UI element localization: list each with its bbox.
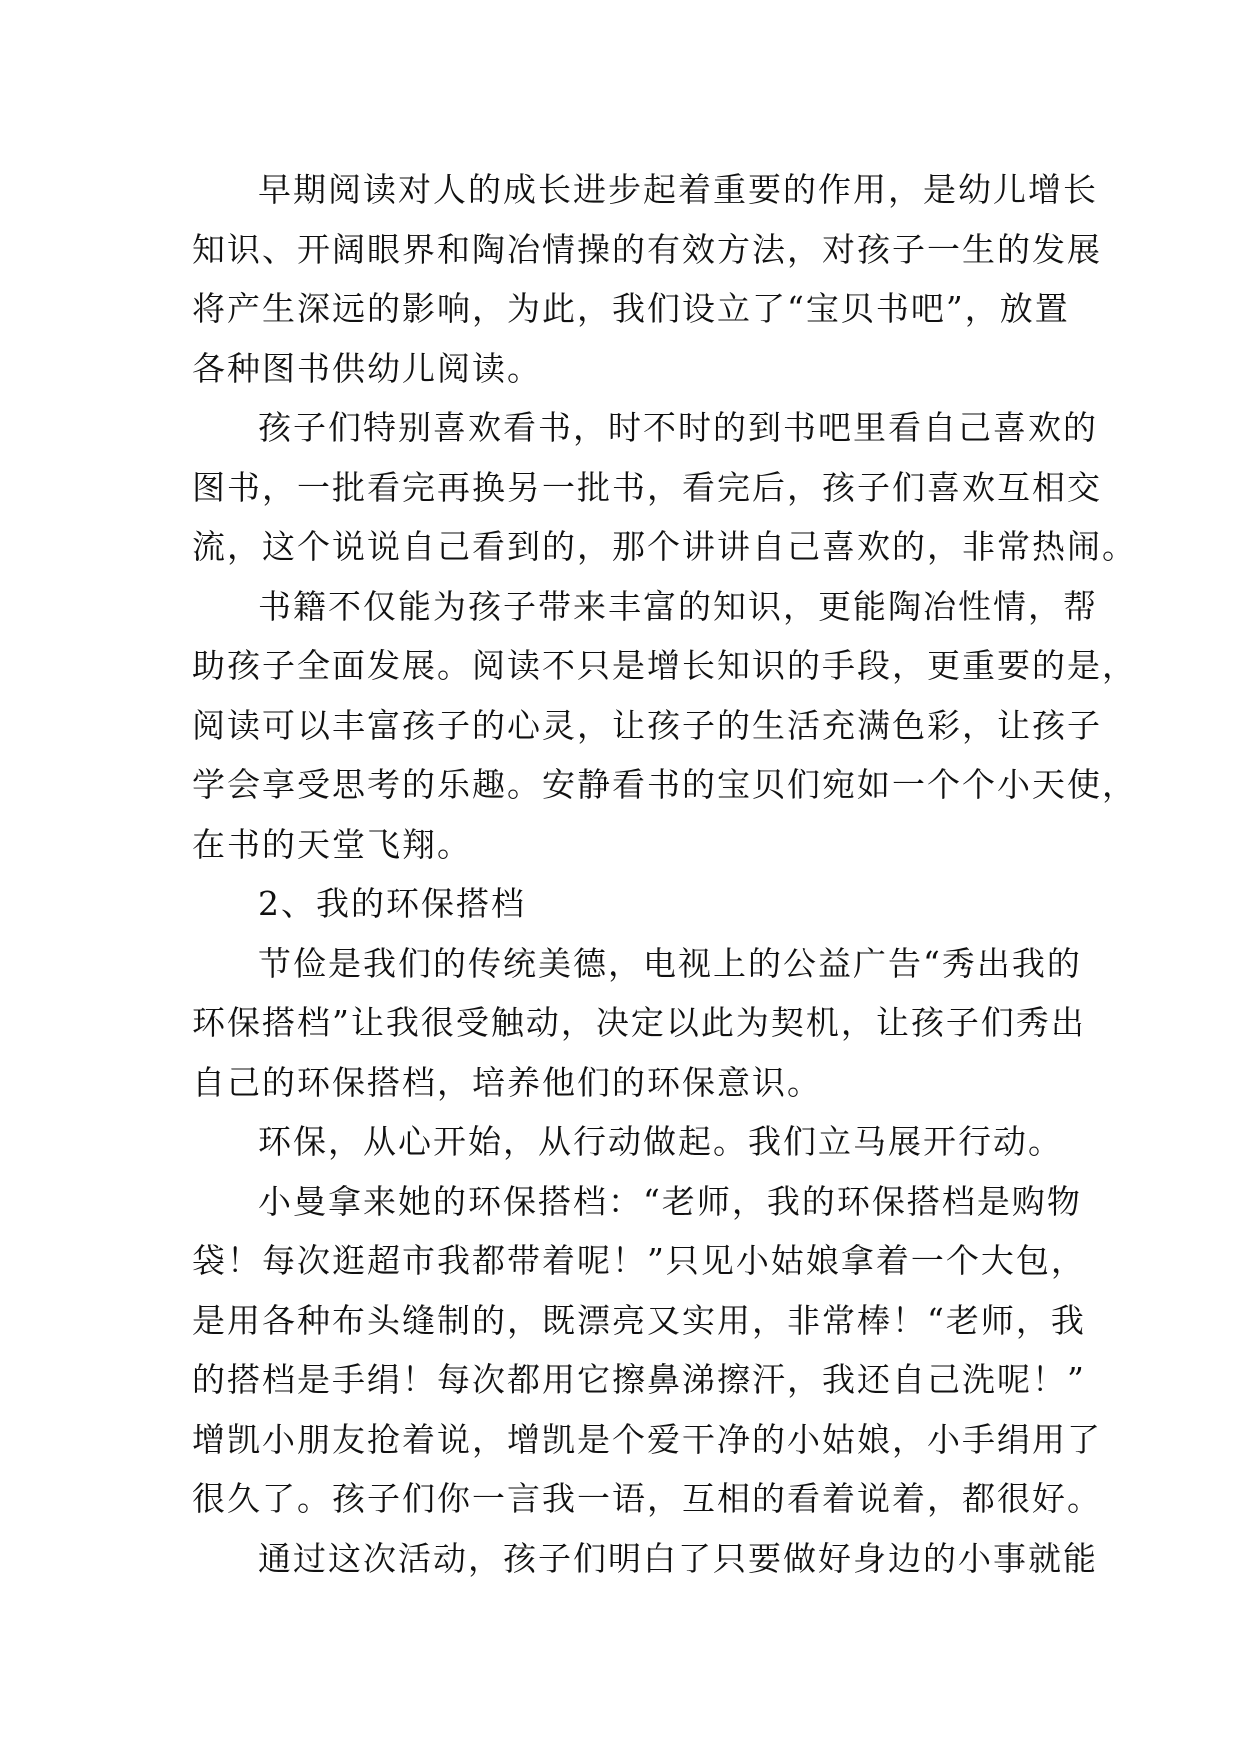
text-line: 袋！每次逛超市我都带着呢！”只见小姑娘拿着一个大包， bbox=[192, 1241, 1086, 1280]
text-line: 增凯小朋友抢着说，增凯是个爱干净的小姑娘，小手绢用了 bbox=[192, 1419, 1102, 1459]
text-line: 图书，一批看完再换另一批书，看完后，孩子们喜欢互相交 bbox=[192, 467, 1102, 507]
text-line: 小曼拿来她的环保搭档：“老师，我的环保搭档是购物 bbox=[258, 1181, 1082, 1221]
text-line: 在书的天堂飞翔。 bbox=[192, 824, 472, 864]
text-line: 知识、开阔眼界和陶冶情操的有效方法，对孩子一生的发展 bbox=[192, 229, 1102, 269]
text-line: 书籍不仅能为孩子带来丰富的知识，更能陶冶性情，帮 bbox=[258, 586, 1098, 626]
text-line: 将产生深远的影响，为此，我们设立了“宝贝书吧”，放置 bbox=[192, 289, 1070, 328]
text-line: 自己的环保搭档，培养他们的环保意识。 bbox=[192, 1062, 822, 1102]
text-line: 很久了。孩子们你一言我一语，互相的看着说着，都很好。 bbox=[192, 1479, 1102, 1518]
text-line: 早期阅读对人的成长进步起着重要的作用，是幼儿增长 bbox=[258, 170, 1098, 209]
text-line: 孩子们特别喜欢看书，时不时的到书吧里看自己喜欢的 bbox=[258, 408, 1098, 447]
text-line: 环保，从心开始，从行动做起。我们立马展开行动。 bbox=[258, 1122, 1063, 1161]
text-line: 的搭档是手绢！每次都用它擦鼻涕擦汗，我还自己洗呢！” bbox=[192, 1360, 1086, 1399]
text-line: 环保搭档”让我很受触动，决定以此为契机，让孩子们秀出 bbox=[192, 1003, 1086, 1042]
text-line: 节俭是我们的传统美德，电视上的公益广告“秀出我的 bbox=[258, 943, 1082, 983]
text-line: 各种图书供幼儿阅读。 bbox=[192, 348, 542, 388]
text-line: 学会享受思考的乐趣。安静看书的宝贝们宛如一个个小天使， bbox=[192, 765, 1137, 804]
text-line: 助孩子全面发展。阅读不只是增长知识的手段，更重要的是， bbox=[192, 646, 1137, 685]
text-line: 是用各种布头缝制的，既漂亮又实用，非常棒！“老师，我 bbox=[192, 1300, 1086, 1340]
body-text bbox=[192, 160, 1137, 1588]
text-line: 通过这次活动，孩子们明白了只要做好身边的小事就能 bbox=[258, 1538, 1098, 1578]
section-heading: 2、我的环保搭档 bbox=[258, 884, 526, 923]
text-line: 流，这个说说自己看到的，那个讲讲自己喜欢的，非常热闹。 bbox=[192, 527, 1137, 566]
text-line: 阅读可以丰富孩子的心灵，让孩子的生活充满色彩，让孩子 bbox=[192, 705, 1102, 745]
